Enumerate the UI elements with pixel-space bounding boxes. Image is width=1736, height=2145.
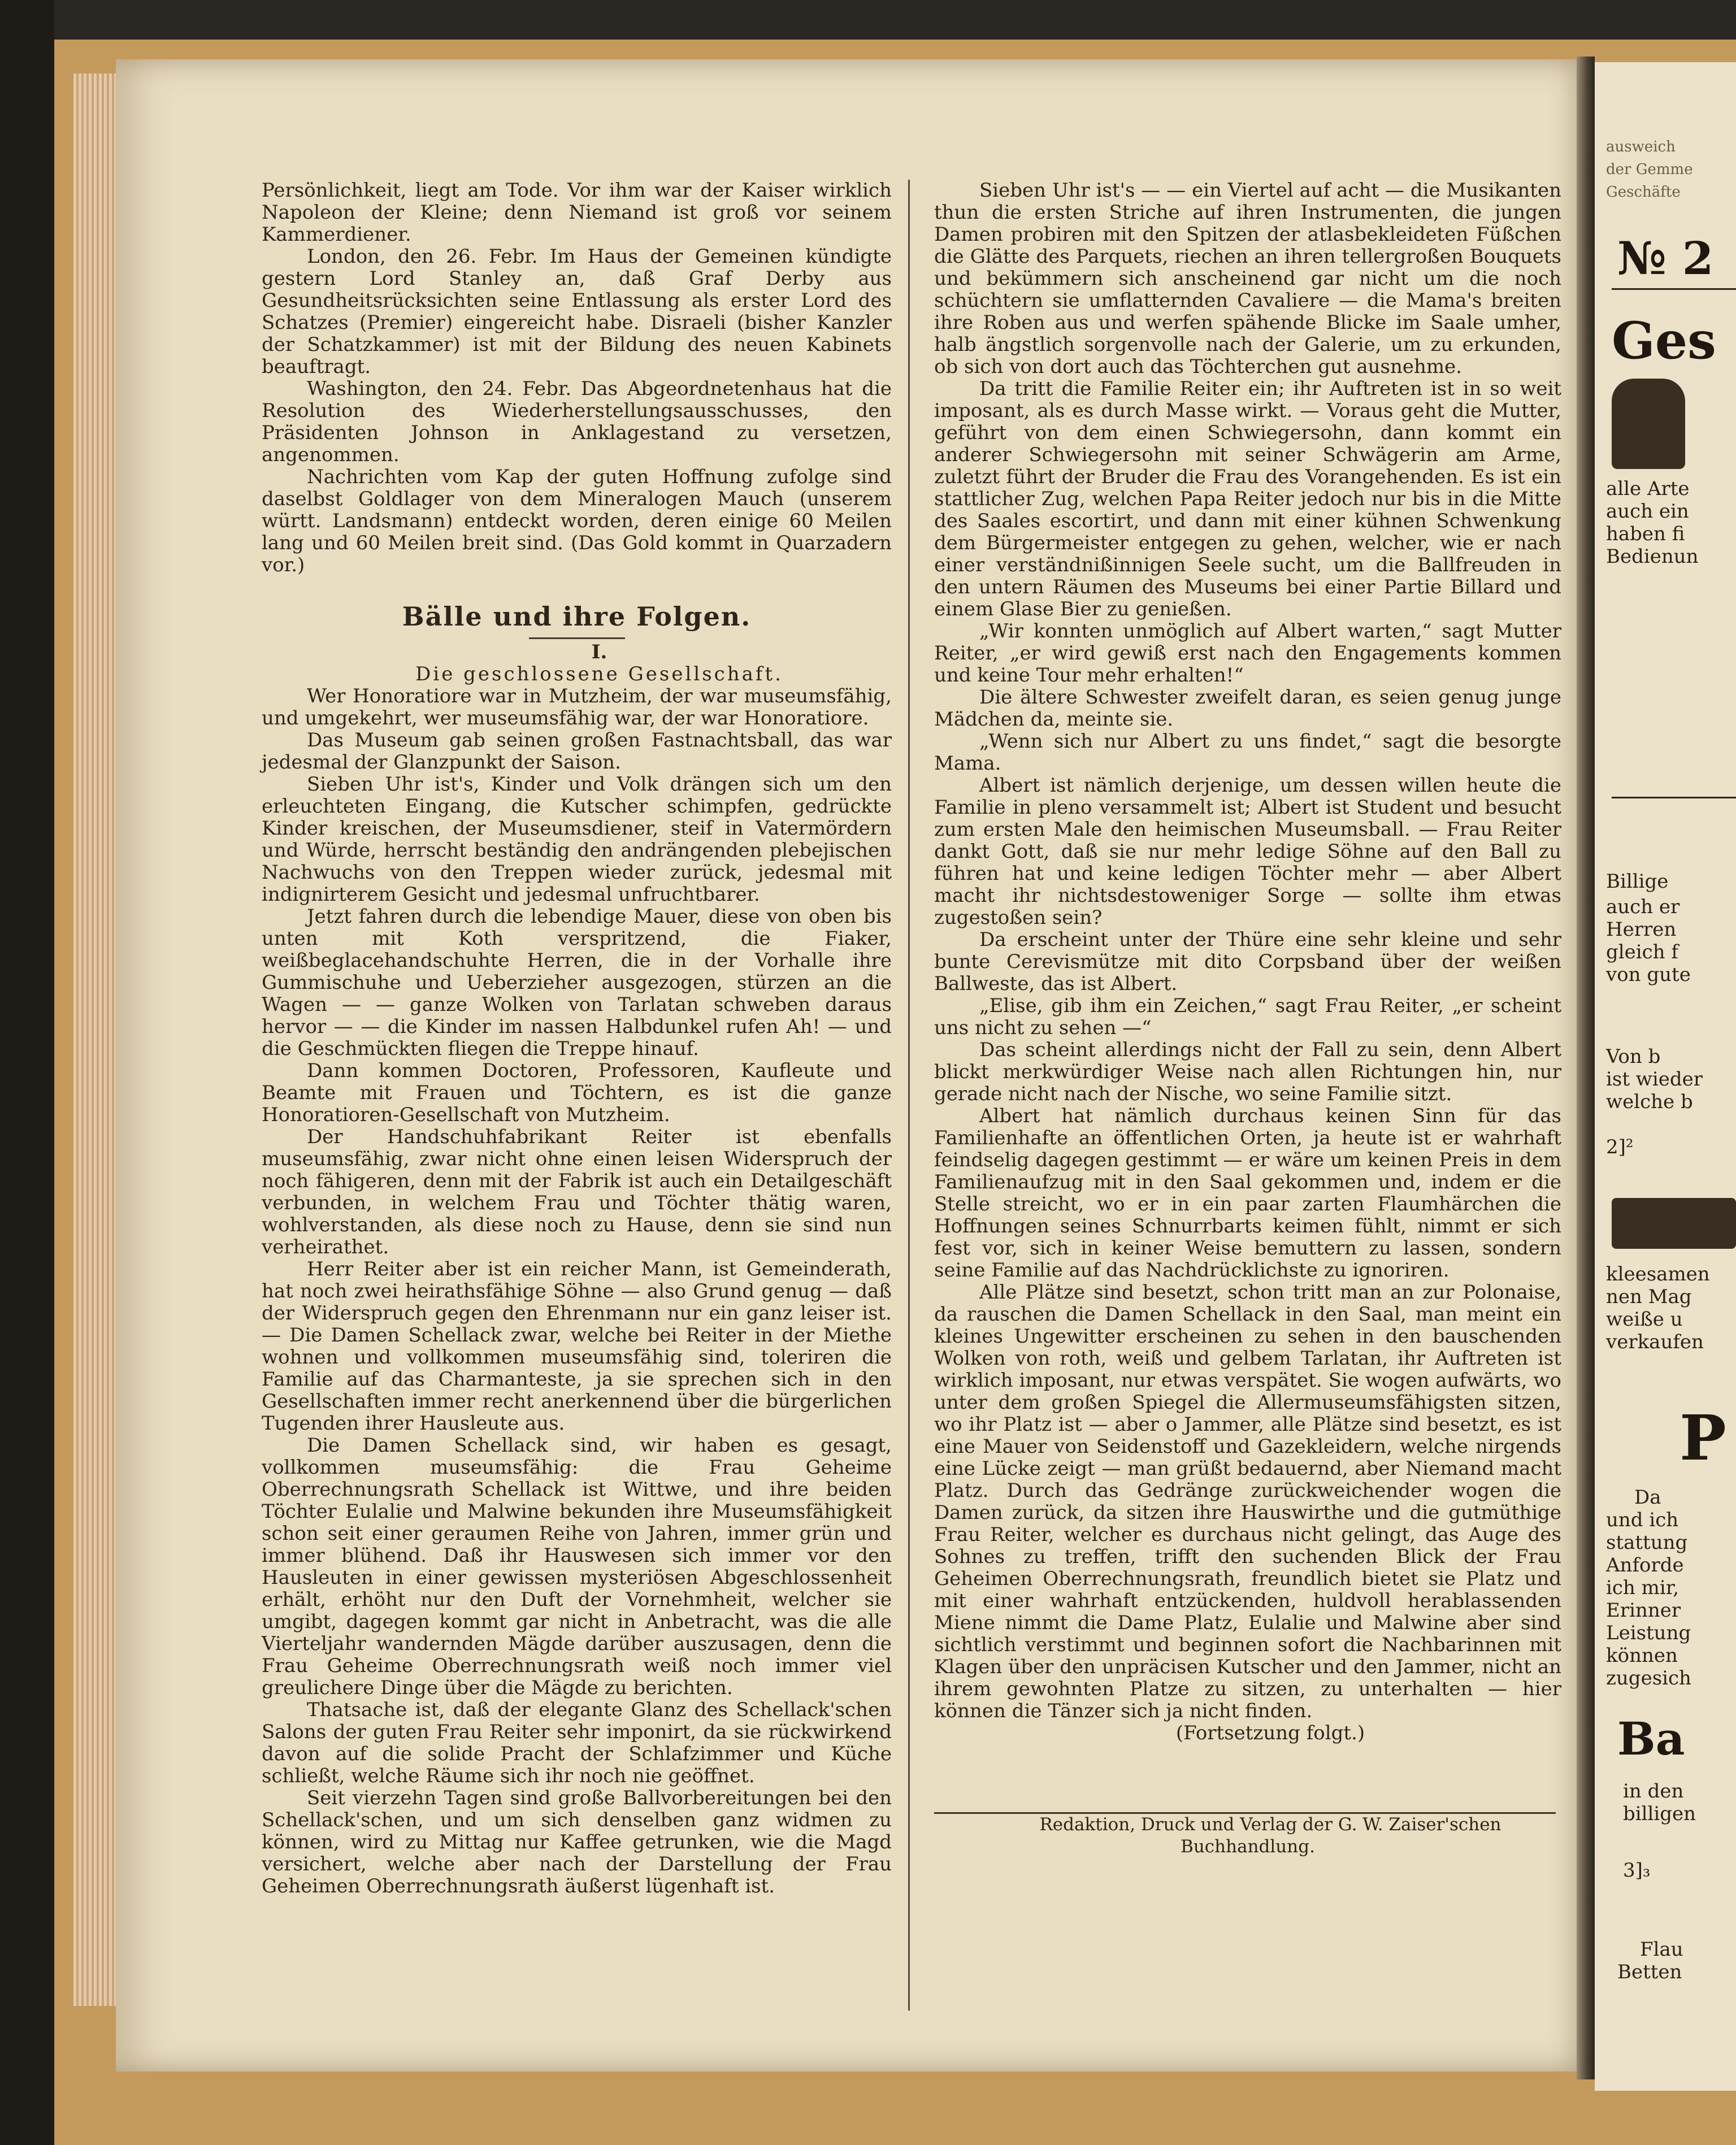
ad-text-line: nen Mag — [1606, 1286, 1692, 1308]
article-paragraph: Alle Plätze sind besetzt, schon tritt man an zur Polonaise, da rauschen die Damen Schellack in den Saal, man meint ein kleines Ungewitter erscheinen zu sehen in den bauschenden Wolken von roth, weiß und gelbem Tarlatan, ihr Auftreten ist wirklich imposant, nur etwas verspätet. Sie wogen aufwärts, wo unter dem großen Spiegel die Allermuseumsfähigsten sitzen, wo ihr Platz ist — aber o Jammer, alle Plätze sind besetzt, es ist eine Mauer von Seidenstoff und Gazekleidern, welche nirgends eine Lücke zeigt — man grüßt bedauernd, aber Niemand macht Platz. Durch das Gedränge zurückweichender wogen die Damen zurück, da sitzen ihre Hauswirthe und die gutmüthige Frau Reiter, welcher es durchaus nicht gelingt, das Auge des Sohnes zu treffen, trifft den suchenden Blick der Frau Geheimen Oberrechnungsrath, freundlich bietet sie Platz und mit einer wahrhaft entzückenden, huldvoll herablassenden Miene nimmt die Dame Platz, Eulalie und Malwine aber sind sichtlich verstimmt und beginnen sofort die Nachbarinnen mit Klagen über den unpräcisen Kutscher und den Jammer, nicht an ihrem gewohnten Platze zu sitzen, zu unterhalten — hier können die Tänzer sich ja nicht finden. — [934, 1281, 1561, 1722]
article-paragraph: „Wir konnten unmöglich auf Albert warten,“ sagt Mutter Reiter, „er wird gewiß erst nach den Engagements kommen und keine Tour mehr erhalten!“ — [934, 620, 1561, 687]
article-paragraph: Die Damen Schellack sind, wir haben es gesagt, vollkommen museumsfähig: die Frau Geheime Oberrechnungsrath Schellack ist Wittwe, und ihre beiden Töchter Eulalie und Malwine bekunden ihre Museumsfähigkeit schon seit einer geraumen Reihe von Jahren, immer grün und immer blühend. Daß ihr Hauswesen sich immer vor den Hausleuten in einer gewissen mysteriösen Abgeschlossenheit erhält, erhöht nur den Duft der Vornehmheit, welcher sie umgibt, dagegen kommt gar nicht in Anbetracht, was die alle Vierteljahr wandernden Mägde darüber auszusagen, denn die Frau Geheime Oberrechnungsrath weiß noch immer viel greulichere Dinge über die Mägde zu berichten. — [262, 1434, 892, 1699]
article-paragraph: Sieben Uhr ist's — — ein Viertel auf acht — die Musikanten thun die ersten Striche auf ihren Instrumenten, die jungen Damen probiren mit den Spitzen der atlasbekleideten Füßchen die Glätte des Parquets, riechen an ihren tellergroßen Bouquets und bekümmern sich anscheinend gar nicht um die noch schüchtern sie umflatternden Cavaliere — die Mama's breiten ihre Roben aus und werfen spähende Blicke im Saale umher, halb ängstlich sorgenvolle nach der Galerie, um zu erkunden, ob sich von dort auch das Töchterchen gut ausnehme. — [934, 179, 1561, 378]
article-paragraph: Da tritt die Familie Reiter ein; ihr Auftreten ist in so weit imposant, als es durch Masse wirkt. — Voraus geht die Mutter, geführt von dem einen Schwiegersohn, dann kommt ein anderer Schwiegersohn mit seiner Schwägerin am Arme, zuletzt führt der Bruder die Frau des Vorangehenden. Es ist ein stattlicher Zug, welchen Papa Reiter jedoch nur bis in die Mitte des Saales escortirt, und dann mit einer kühnen Schwenkung dem Bürgermeister entgegen zu gehen, welcher, wie er nach einer verständnißinnigen Seele sucht, um die Ballfreuden in den untern Räumen des Museums bei einer Partie Billard und einem Glase Bier zu genießen. — [934, 377, 1561, 620]
ad-text-line: auch ein — [1606, 500, 1689, 523]
ad-mark: 3]₃ — [1623, 1859, 1651, 1882]
wagon-illustration-icon — [1612, 1198, 1736, 1249]
ad-heading: Ges — [1612, 311, 1716, 371]
article-paragraph: Seit vierzehn Tagen sind große Ballvorbereitungen bei den Schellack'schen, und um sich denselben ganz widmen zu können, wird zu Mittag nur Kaffee getrunken, wie die Magd versichert, welche aber nach der Darstellung der Frau Geheimen Oberrechnungsrath äußerst lügenhaft ist. — [262, 1787, 892, 1898]
article-paragraph: Thatsache ist, daß der elegante Glanz des Schellack'schen Salons der guten Frau Reiter sehr imponirt, da sie rückwirkend davon auf die solide Pracht der Schlafzimmer und Küche schließt, welche Räume sich ihr noch nie geöffnet. — [262, 1699, 892, 1787]
ad-text-line: Anforde — [1606, 1554, 1684, 1577]
column-divider — [908, 180, 910, 2011]
ad-text-line: Da — [1634, 1486, 1661, 1509]
ad-text-line: billigen — [1623, 1803, 1696, 1825]
ad-text-line: welche b — [1606, 1091, 1693, 1113]
ad-text-line: in den — [1623, 1780, 1684, 1803]
ad-text-line: Betten — [1617, 1961, 1682, 1983]
right-column — [934, 180, 1561, 1858]
ad-mark: 2]² — [1606, 1136, 1634, 1158]
news-paragraph-cape: Nachrichten vom Kap der guten Hoffnung zufolge sind daselbst Goldlager von dem Mineralogen Mauch (unserem württ. Landsmann) entdeckt worden, deren einige 60 Meilen lang und 60 Meilen breit sind. (Das Gold kommt in Quarzadern vor.) — [262, 466, 892, 576]
issue-number: № 2 — [1617, 232, 1714, 285]
ad-text-line: Herren — [1606, 918, 1677, 941]
title-rule — [529, 637, 625, 639]
ad-heading-2: Ba — [1617, 1712, 1685, 1765]
ad-text-line: von gute — [1606, 963, 1691, 986]
background-surface-left — [0, 0, 54, 2145]
article-number: I. — [591, 641, 607, 663]
article-paragraph: „Wenn sich nur Albert zu uns findet,“ sagt die besorgte Mama. — [934, 730, 1561, 775]
ad-text-line: Flau — [1640, 1938, 1683, 1961]
news-paragraph: Persönlichkeit, liegt am Tode. Vor ihm war der Kaiser wirklich Napoleon der Kleine; denn Niemand ist groß vor seinem Kammerdiener. — [262, 179, 892, 246]
ad-text-line: kleesamen — [1606, 1263, 1710, 1286]
article-paragraph: Das scheint allerdings nicht der Fall zu sein, denn Albert blickt merkwürdiger Weise nach allen Richtungen hin, nur gerade nicht nach der Nische, wo seine Familie sitzt. — [934, 1039, 1561, 1105]
faint-header-text: Geschäfte — [1606, 184, 1681, 201]
ad-text-line: ich mir, — [1606, 1577, 1679, 1599]
ad-text-line: Bedienun — [1606, 545, 1699, 568]
ad-illustration-icon — [1612, 379, 1685, 469]
ad-rule — [1612, 797, 1736, 798]
article-paragraph: Dann kommen Doctoren, Professoren, Kaufleute und Beamte mit Frauen und Töchtern, es ist die ganze Honoratioren-Gesellschaft von Mutzheim. — [262, 1060, 892, 1126]
imprint-line: Redaktion, Druck und Verlag der G. W. Zaiser'schen Buchhandlung. — [1039, 1814, 1501, 1857]
ad-text-line: Leistung — [1606, 1622, 1691, 1644]
article-subtitle: Die geschlossene Gesellschaft. — [415, 663, 783, 685]
article-paragraph: Die ältere Schwester zweifelt daran, es seien genug junge Mädchen da, meinte sie. — [934, 686, 1561, 731]
news-paragraph-washington: Washington, den 24. Febr. Das Abgeordnetenhaus hat die Resolution des Wiederherstellungsausschusses, den Präsidenten Johnson in Anklagestand zu versetzen, angenommen. — [262, 377, 892, 466]
ad-text-line: auch er — [1606, 896, 1680, 918]
ad-big-letter: P — [1679, 1401, 1726, 1474]
faint-header-text: ausweich — [1606, 138, 1676, 155]
article-paragraph: Wer Honoratiore war in Mutzheim, der war museumsfähig, und umgekehrt, wer museumsfähig war, der war Honoratiore. — [262, 685, 892, 730]
continuation-note: (Fortsetzung folgt.) — [1175, 1722, 1365, 1744]
ad-text-line: gleich f — [1606, 941, 1678, 963]
article-paragraph: Der Handschuhfabrikant Reiter ist ebenfalls museumsfähig, zwar nicht ohne einen leisen Widerspruch der noch fähigeren, denn mit der Fabrik ist auch ein Detailgeschäft verbunden, in welchem Frau und Töchter thätig waren, wohlverstanden, als diese noch zu Hause, denn sie sind nun verheirathet. — [262, 1126, 892, 1258]
left-column — [262, 180, 892, 1898]
article-paragraph: Albert ist nämlich derjenige, um dessen willen heute die Familie in pleno versammelt ist; Albert ist Student und besucht zum ersten Male den heimischen Museumsball. — Frau Reiter dankt Gott, daß sie nur mehr ledige Söhne auf den Ball zu führen hat und keine ledigen Töchter mehr — aber Albert macht ihr nichtsdestoweniger Sorge — sollte ihm etwas zugestoßen sein? — [934, 774, 1561, 929]
binding-gutter — [1577, 57, 1595, 2079]
ad-text-line: weiße u — [1606, 1308, 1683, 1331]
ad-text-line: Von b — [1606, 1045, 1661, 1068]
ad-text-line: können — [1606, 1644, 1678, 1667]
header-rule — [1612, 288, 1736, 290]
news-paragraph-london: London, den 26. Febr. Im Haus der Gemeinen kündigte gestern Lord Stanley an, daß Graf Derby aus Gesundheitsrücksichten seine Entlassung als erster Lord des Schatzes (Premier) eingereicht habe. Disraeli (bisher Kanzler der Schatzkammer) ist mit der Bildung des neuen Kabinets beauftragt. — [262, 245, 892, 378]
ad-text-line: stattung — [1606, 1531, 1688, 1554]
article-paragraph: Das Museum gab seinen großen Fastnachtsball, das war jedesmal der Glanzpunkt der Saison. — [262, 729, 892, 774]
article-paragraph: Herr Reiter aber ist ein reicher Mann, ist Gemeinderath, hat noch zwei heirathsfähige Söhne — also Grund genug — daß der Widerspruch gegen den Ehrenmann nur ein ganz leiser ist. — Die Damen Schellack zwar, welche bei Reiter in der Miethe wohnen und vollkommen museumsfähig sind, toleriren die Familie auf das Charmanteste, ja sie sprechen sich in den Gesellschaften immer recht anerkennend über die bürgerlichen Tugenden ihrer Hausleute aus. — [262, 1258, 892, 1435]
ad-text-line: und ich — [1606, 1509, 1679, 1531]
ad-text-line: Erinner — [1606, 1599, 1681, 1622]
ad-text-line: ist wieder — [1606, 1068, 1703, 1091]
article-paragraph: „Elise, gib ihm ein Zeichen,“ sagt Frau Reiter, „er scheint uns nicht zu sehen —“ — [934, 995, 1561, 1039]
background-surface — [0, 0, 1736, 40]
article-paragraph: Da erscheint unter der Thüre eine sehr kleine und sehr bunte Cerevismütze mit dito Corpsband über der weißen Ballweste, das ist Albert. — [934, 928, 1561, 995]
article-paragraph: Albert hat nämlich durchaus keinen Sinn für das Familienhafte an öffentlichen Orten, ja heute ist er wahrhaft feindselig dagegen gestimmt — er wäre um keinen Preis in dem Familienaufzug mit in den Saal gekommen und, indem er die Stelle streicht, wo er in ein paar zarten Flaumhärchen die Hoffnungen seines Schnurrbarts keimen fühlt, nimmt er sich fest vor, sich in keiner Weise bemuttern zu lassen, sondern seine Familie auf das Nachdrücklichste zu ignoriren. — [934, 1105, 1561, 1282]
ad-text-line: Billige — [1606, 870, 1669, 893]
article-title: Bälle und ihre Folgen. — [402, 601, 752, 632]
ad-text-line: haben fi — [1606, 523, 1685, 545]
article-paragraph: Sieben Uhr ist's, Kinder und Volk drängen sich um den erleuchteten Eingang, die Kutscher schimpfen, gedrückte Kinder kreischen, der Museumsdiener, steif in Vatermördern und Würde, herrscht beständig den andrängenden plebejischen Nachwuchs von den Treppen wieder zurück, jedesmal mit indignirterem Gesicht und jedesmal unfruchtbarer. — [262, 773, 892, 906]
adjacent-page — [1595, 62, 1736, 2091]
faint-header-text: der Gemme — [1606, 161, 1693, 178]
article-paragraph: Jetzt fahren durch die lebendige Mauer, diese von oben bis unten mit Koth verspritzend, die Fiaker, weißbeglacehandschuhte Herren, die in der Vorhalle ihre Gummischuhe und Ueberzieher ausgezogen, stürzen an die Wagen — — ganze Wolken von Tarlatan schweben daraus hervor — — die Kinder im nassen Halbdunkel rufen Ah! — und die Geschmückten fliegen die Treppe hinauf. — [262, 905, 892, 1060]
ad-text-line: alle Arte — [1606, 477, 1690, 500]
ad-text-line: verkaufen — [1606, 1331, 1704, 1353]
ad-text-line: zugesich — [1606, 1667, 1691, 1690]
